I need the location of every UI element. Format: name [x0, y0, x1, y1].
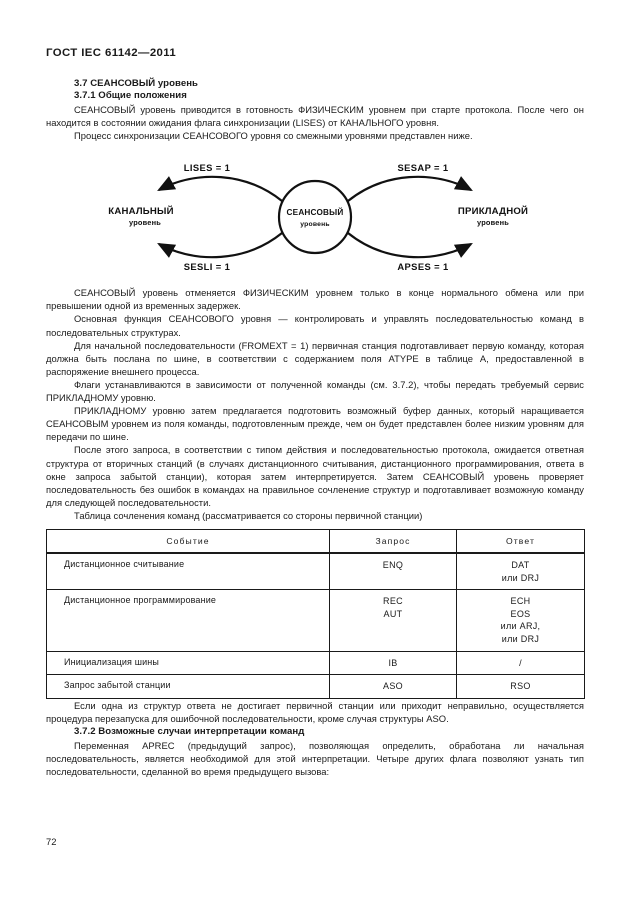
response-line: или ARJ,	[500, 621, 541, 632]
document-standard-header: ГОСТ IEC 61142—2011	[46, 47, 177, 59]
arrow-sesli	[159, 233, 282, 257]
section-heading-3-7: 3.7 СЕАНСОВЫЙ уровень	[74, 78, 198, 89]
request-line: ENQ	[382, 559, 404, 570]
label-sesap: SESAP = 1	[397, 162, 449, 174]
cell-event: Дистанционное программирование	[47, 590, 330, 651]
section-heading-3-7-2: 3.7.2 Возможные случаи интерпретации команд	[74, 725, 305, 737]
session-layer-sync-diagram	[46, 156, 584, 274]
table-row	[47, 553, 585, 590]
diagram-svg	[46, 156, 584, 274]
node-session-layer-sub: уровень	[300, 221, 330, 229]
arrow-sesap	[348, 177, 471, 201]
arrow-apses	[348, 233, 471, 257]
request-line: REC	[383, 596, 403, 607]
table-row	[47, 675, 585, 699]
cell-request	[330, 590, 457, 651]
cell-response	[457, 651, 585, 675]
response-line: RSO	[510, 681, 531, 692]
request-line: IB	[388, 657, 398, 668]
cell-request	[330, 553, 457, 590]
paragraph-3: СЕАНСОВЫЙ уровень отменяется ФИЗИЧЕСКИМ уровнем только в конце нормального обмена или при превышении одной из временных задержек.	[46, 287, 584, 312]
label-apses: APSES = 1	[397, 261, 449, 273]
paragraph-8: После этого запроса, в соответствии с типом действия и последовательностью протокола, ожидается ответная структура от вторичных станций (в случаях дистанционного считывания, дистанционного программирования, ответа в окне запроса забытой станции), которая затем интерпретируется. Затем СЕАНСОВЫЙ уровень проверяет последовательность без ошибок в командах на правильное сочленение структур и подготавливает возможную команду для следующей последовательности.	[46, 444, 584, 508]
command-mapping-table	[46, 529, 585, 699]
column-header-event: Событие	[47, 529, 330, 553]
document-body	[46, 78, 584, 778]
paragraph-10: Переменная APREC (предыдущий запрос), позволяющая определить, обработана ли начальная последовательность, является необходимой для этой интерпретации. Четыре других флага позволяют узнать тип последовательности, сделанной во время предыдущего вызова:	[46, 739, 584, 778]
node-application-layer-title: ПРИКЛАДНОЙ	[457, 206, 529, 218]
paragraph-1: СЕАНСОВЫЙ уровень приводится в готовность ФИЗИЧЕСКИМ уровнем при старте протокола. После чего он находится в состоянии ожидания флага синхронизации (LISES) от КАНАЛЬНОГО уровня.	[46, 104, 584, 129]
cell-request	[330, 651, 457, 675]
response-line: EOS	[510, 608, 531, 619]
node-session-layer-title: СЕАНСОВЫЙ	[286, 208, 344, 218]
cell-response	[457, 553, 585, 590]
response-line: /	[519, 657, 522, 668]
cell-event: Дистанционное считывание	[47, 553, 330, 590]
cell-response	[457, 675, 585, 699]
node-application-layer-sub: уровень	[476, 218, 510, 228]
arrow-lises	[159, 177, 282, 201]
column-header-response: Ответ	[457, 529, 585, 553]
request-line: AUT	[383, 608, 403, 619]
response-line: или DRJ	[501, 572, 540, 583]
cell-event: Инициализация шины	[47, 651, 330, 675]
column-header-request: Запрос	[330, 529, 457, 553]
paragraph-7: ПРИКЛАДНОМУ уровню затем предлагается подготовить возможный буфер данных, который наращивается СЕАНСОВЫМ уровнем из поля команды, подготовленным прежде, чем он будет представлен более низким уровням для передачи по шине.	[46, 405, 584, 443]
section-heading-3-7-1: 3.7.1 Общие положения	[74, 90, 187, 101]
request-line: ASO	[383, 681, 403, 692]
node-link-layer-sub: уровень	[128, 218, 162, 228]
table-caption: Таблица сочленения команд (рассматривается со стороны первичной станции)	[74, 509, 423, 521]
response-line: DAT	[511, 559, 530, 570]
paragraph-6: Флаги устанавливаются в зависимости от полученной команды (см. 3.7.2), чтобы передать требуемый сервис ПРИКЛАДНОМУ уровню.	[46, 378, 584, 404]
response-line: или DRJ	[501, 633, 540, 644]
node-link-layer-title: КАНАЛЬНЫЙ	[108, 206, 174, 218]
diagram-center-circle	[279, 181, 351, 253]
label-lises: LISES = 1	[183, 162, 231, 174]
table-row	[47, 651, 585, 675]
label-sesli: SESLI = 1	[183, 261, 231, 273]
cell-event: Запрос забытой станции	[47, 675, 330, 699]
response-line: ECH	[510, 596, 531, 607]
cell-request	[330, 675, 457, 699]
table-row	[47, 590, 585, 651]
paragraph-2: Процесс синхронизации СЕАНСОВОГО уровня со смежными уровнями представлен ниже.	[74, 130, 473, 142]
paragraph-5: Для начальной последовательности (FROMEXT = 1) первичная станция подготавливает первую команду, которая должна быть послана по шине, в соответствии с содержанием поля ATYPE в таблице A, предоставленной в распоряжение внешнего процесса.	[46, 339, 584, 377]
paragraph-9: Если одна из структур ответа не достигает первичной станции или приходит неправильно, осуществляется процедура перезапуска для ошибочной последовательности, кроме случая структуры ASO.	[46, 699, 584, 724]
paragraph-4: Основная функция СЕАНСОВОГО уровня — контролировать и управлять последовательностью команд в последовательных структурах.	[46, 313, 584, 338]
page-number: 72	[46, 836, 57, 847]
table-header-row	[47, 529, 585, 553]
cell-response	[457, 590, 585, 651]
